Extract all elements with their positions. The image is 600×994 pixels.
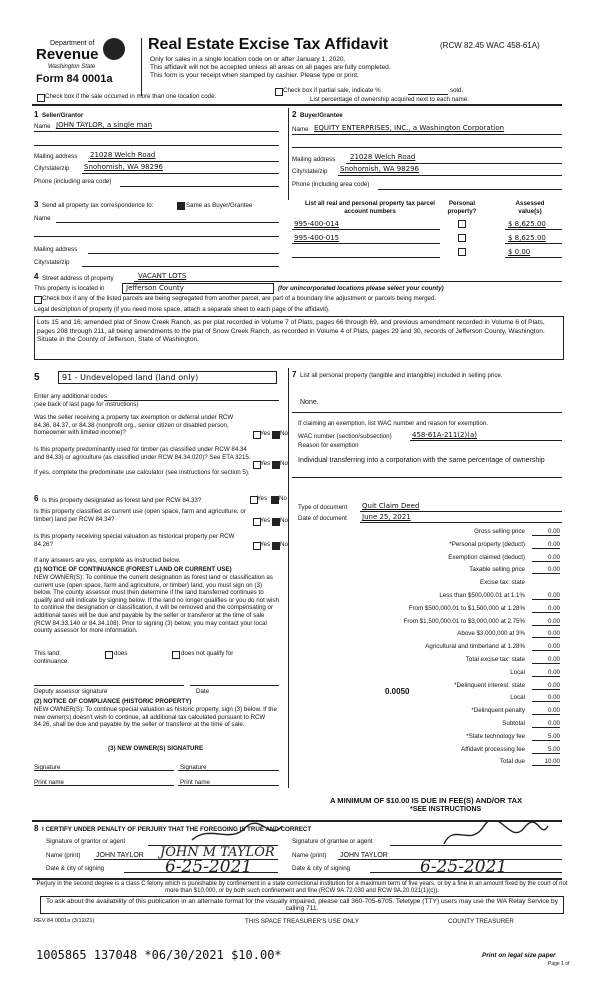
- cashier-stamp: 1005865 137048 *06/30/2021 $10.00*: [36, 948, 282, 962]
- tax-row-value[interactable]: 0.00: [532, 528, 560, 536]
- form-number: Form 84 0001a: [36, 73, 113, 85]
- assessed-1[interactable]: $ 8,625.00: [508, 220, 546, 228]
- tax-row-value[interactable]: 0.00: [532, 618, 560, 626]
- buyer-name[interactable]: EQUITY ENTERPRISES, INC., a Washington Corporation: [314, 124, 505, 132]
- tax-row-label: Exemption claimed (deduct): [448, 553, 525, 561]
- same-as-buyer-checkbox[interactable]: [177, 202, 185, 210]
- tax-row-label: From $1,500,000.01 to $3,000,000 at 2.75%: [403, 617, 525, 625]
- tax-row-value[interactable]: 0.00: [532, 669, 560, 677]
- tax-row-value[interactable]: 0.00: [532, 554, 560, 562]
- tax-row-label: *Personal property (deduct): [449, 540, 525, 548]
- form-title: Real Estate Excise Tax Affidavit: [148, 36, 389, 53]
- sec5-q2-no[interactable]: [272, 461, 280, 469]
- tax-row-label: Less than $500,000.01 at 1.1%: [439, 592, 525, 599]
- land-use-select[interactable]: 91 - Undeveloped land (land only): [58, 371, 277, 384]
- grantee-print-name[interactable]: JOHN TAYLOR: [340, 852, 388, 859]
- parcel-2[interactable]: 995-400-015: [294, 234, 340, 242]
- multi-location-checkbox[interactable]: [37, 94, 45, 102]
- grantor-handwritten-date: 6-25-2021: [165, 857, 253, 877]
- tax-row-label: *Delinquent interest: state: [454, 681, 525, 689]
- tax-row-label: From $500,000.01 to $1,500,000 at 1.28%: [408, 604, 525, 612]
- tax-row-value[interactable]: 0.00: [532, 682, 560, 690]
- tax-row-label: *Delinquent penalty: [471, 707, 525, 715]
- tax-row-value[interactable]: 5.00: [532, 746, 560, 754]
- historic-no[interactable]: [272, 542, 280, 550]
- current-use-no[interactable]: [272, 518, 280, 526]
- affidavit-page: Department of Revenue Washington State Form 84 0001a Real Estate Excise Tax Affidavit (RCW 82.45 WAC 458-61A) Only for sales in a single location code on or after January 1, 2020. This affidavit will not be accepted unless all areas on all pages are fully completed. This form is your receipt when stamped by cashier. Please type or print. Check box if the sale occurred in more than one location code. Check box if partial sale, indicate % sold. List percentage of ownership acquired next to each name. 1 Seller/Grantor Name JOHN TAYLOR, a single man Mailing address 21028 Welch Road City/state/zip Snohomish, WA 98296 Phone (including area code) 2 Buyer/Grantee Name EQUITY ENTERPRISES, INC., a Washington Corporation Mailing address 21028 Welch Road City/state/zip Snohomish, WA 98296 Phone (including area code) 3 Send all property tax correspondence to: Same as Buyer/Grantee Name Mailing address City/state/zip List all real and personal property tax parcel account numbers Personal property? Assessed value(s) 995-400-014 $ 8,625.00 995-400-015 $ 8,625.00 $ 0.00 4 Street address of property VACANT LOTS This property is located in Jefferson County (for unincorporated locations please select your county) Check box if any of the listed parcels are being segregated from another parcel, are part of a boundary line adjustment or parcels being merged. Legal description of property (if you need more space, attach a separate sheet to each page of the affidavit). Lots 15 and 16; amended plat of Snow Creek Ranch, as per plat recorded in Volume 7 of Plats, pages 66 through 69, and previous amendment recorded in Volume 6 of Plats, pages 208 through 211, all being amendments to the plat of Snow Creek Ranch, as recorded in Volume 4 of Plats, pages 29 and 30, records of Jefferson County, Washington. Situate in the County of Jefferson, State of Washington. 5 91 - Undeveloped land (land only) Enter any additional codes (see back of last page for instructions) Was the seller receiving a property tax exemption or deferral under RCW 84.36, 84.37, or 84.38 (nonprofit org., senior citizen or disabled person, homeowner with limited income)? Yes No Is this property predominantly used for timber (as classified under RCW 84.34 and 84.33) or agriculture (as classified under RCW 84.34.020)? See ETA 3215. Yes No If yes, complete the predominate use calculator (see instructions for section 5). 6 Is this property designated as forest land per RCW 84.33? Yes No Is this property classified as current use (open space, farm and agriculture, or timber) land per RCW 84.34? Yes No Is this property receiving special valuation as historical property per RCW 84.26? Yes No If any answers are yes, complete as instructed below. (1) NOTICE OF CONTINUANCE (FOREST LAND OR CURRENT USE) NEW OWNER(S): To continue the current designation as forest land or classification as current use (open space, farm and agriculture, or timber) land, you must sign on (3) below. The county assessor must then determine if the land transferred continues to qualify and will indicate by signing below. If the land no longer qualifies or you do not wish to continue the designation or classification, it will be removed and the compensating or additional taxes will be due and payable by the seller or transferor at the time of sale (RCW 84.33.140 or 84.34.108). Prior to signing (3) below, you may contact your local county assessor for more information. This land: does does not qualify for continuance. Deputy assessor signature Date (2) NOTICE OF COMPLIANCE (HISTORIC PROPERTY) NEW OWNER(S): To continue special valuation as historic property, sign (3) below. If the new owner(s) doesn't wish to continue, all additional tax calculated pursuant to RCW 84.26, shall be due and payable by the seller or transferor at the time of sale. (3) NEW OWNER(S) SIGNATURE Signature Signature Print name Print name 7 List all personal property (tangible and intangible) included in selling price. None. If claiming an exemption, list WAC number and reason for exemption. WAC number (section/subsection) 458-61A-211(2)(a) Reason for exemption Individual transferring into a corporation with the same percentage of ownership Type of document Quit Claim Deed Date of document June 25, 2021 Gross selling price 0.00 *Personal property (deduct) 0.00 Exemption claimed (deduct) 0.00 Taxable selling price 0.00 Excise tax: state Less than $500,000.01 at 1.1% 0.00 From $500,000.01 to $1,500,000 at 1.28% 0.00 From $1,500,000.01 to $3,000,000 at 2.75% 0.00 Above $3,000,000 at 3% 0.00 Agricultural and timberland at 1.28% 0.00 Total excise tax: state 0.00 Local 0.00 *Delinquent interest: state 0.00 Local 0.00 *Delinquent penalty 0.00 Subtotal 0.00 *State technology fee 5.00 Affidavit processing fee 5.00 Total due 10.00 0.0050 A MINIMUM OF $10.00 IS DUE IN FEE(S) AND/OR TAX *SEE INSTRUCTIONS 8 I CERTIFY UNDER PENALTY OF PERJURY THAT THE FOREGOING IS TRUE AND CORRECT Signature of grantor or agent Name (print) JOHN TAYLOR Date & city of signing JOHN M TAYLOR 6-25-2021 Signature of grantee or agent Name (print) JOHN TAYLOR Date & city of signing 6-25-2021 Perjury in the second degree is a class C felony which is punishable by confinement in a state correctional institution for a maximum term of five years, or by a fine in an amount fixed by the court of not more than $10,000, or by both such confinement and fine (RCW 9A.72.030 and RCW 9A.20.021(1)(c)). To ask about the availability of this publication in an alternate format for the visually impaired, please call 360-705-6705. Teletype (TTY) users may use the WA Relay Service by calling 711. REV 84 0001a (3/12/21) THIS SPACE TREASURER'S USE ONLY COUNTY TREASURER 1005865 137048 *06/30/2021 $10.00* Print on legal size paper Page 1 of: [0, 0, 600, 994]
- dept-label: Department of: [50, 40, 95, 47]
- document-type[interactable]: Quit Claim Deed: [362, 502, 420, 510]
- revenue-logo-text: Revenue: [36, 46, 99, 63]
- assessed-2[interactable]: $ 8,625.00: [508, 234, 546, 242]
- personal-property-checkbox-1[interactable]: [458, 220, 466, 228]
- grantor-handwritten-name: JOHN M TAYLOR: [160, 845, 275, 860]
- certify-heading: I CERTIFY UNDER PENALTY OF PERJURY THAT THE FOREGOING IS TRUE AND CORRECT: [42, 826, 312, 833]
- legal-description-box[interactable]: Lots 15 and 16; amended plat of Snow Creek Ranch, as per plat recorded in Volume 7 of Plats, pages 66 through 69, and previous amendment recorded in Volume 6 of Plats, pages 208 through 211, all being amendments to the plat of Snow Creek Ranch, as recorded in Volume 4 of Plats, pages 29 and 30, records of Jefferson County, Washington. Situate in the County of Jefferson, State of Washington.: [34, 316, 564, 360]
- revenue-logo-icon: [103, 38, 125, 60]
- tax-row-value[interactable]: 0.00: [532, 643, 560, 651]
- tax-row-label: Gross selling price: [474, 528, 525, 535]
- land-does-not-checkbox[interactable]: [172, 651, 180, 659]
- seller-name[interactable]: JOHN TAYLOR, a single man: [56, 121, 153, 129]
- tax-row-value[interactable]: 0.00: [532, 707, 560, 715]
- exemption-reason[interactable]: Individual transferring into a corporation with the same percentage of ownership: [298, 457, 545, 464]
- tax-row-value[interactable]: 0.00: [532, 605, 560, 613]
- grantee-handwritten-date: 6-25-2021: [420, 857, 508, 877]
- tax-row-label: Affidavit processing fee: [461, 745, 525, 753]
- perjury-notice: Perjury in the second degree is a class C felony which is punishable by confinement in a state correctional institution for a maximum term of five years, or by a fine in an amount fixed by the court of not more than $10,000, or by both such confinement and fine (RCW 9A.72.030 and RCW 9A.20.021(1)(c)).: [36, 881, 568, 894]
- tax-row-value[interactable]: 0.00: [532, 630, 560, 638]
- grantor-signature-scribble: [190, 822, 285, 846]
- land-does-checkbox[interactable]: [105, 651, 113, 659]
- tax-row-value[interactable]: 0.00: [532, 694, 560, 702]
- buyer-heading: Buyer/Grantee: [300, 112, 343, 119]
- state-label: Washington State: [48, 64, 96, 70]
- tax-row-label: Local: [510, 694, 525, 702]
- parcel-1[interactable]: 995-400-014: [294, 220, 340, 228]
- tax-row-value[interactable]: 0.00: [532, 720, 560, 728]
- assessed-3[interactable]: $ 0.00: [508, 248, 531, 256]
- buyer-mailing[interactable]: 21028 Welch Road: [350, 153, 416, 161]
- document-date[interactable]: June 25, 2021: [362, 513, 411, 521]
- seller-heading: Seller/Grantor: [42, 112, 84, 119]
- tax-row-label: *State technology fee: [466, 732, 525, 740]
- wac-number[interactable]: 458-61A-211(2)(a): [412, 431, 477, 439]
- segregated-checkbox[interactable]: [34, 296, 42, 304]
- sec5-q1-no[interactable]: [272, 431, 280, 439]
- street-address[interactable]: VACANT LOTS: [138, 272, 187, 280]
- grantor-print-name[interactable]: JOHN TAYLOR: [96, 852, 144, 859]
- tax-row-value[interactable]: 5.00: [532, 733, 560, 741]
- partial-sale-checkbox[interactable]: [275, 88, 283, 96]
- county-select[interactable]: Jefferson County: [122, 283, 274, 294]
- tax-row-label: Total due: [499, 758, 525, 766]
- tax-row-value[interactable]: 0.00: [532, 566, 560, 574]
- personal-property-checkbox-2[interactable]: [458, 234, 466, 242]
- tax-row-label: Above $3,000,000 at 3%: [457, 630, 525, 638]
- tax-row-label: Subtotal: [502, 720, 525, 727]
- alt-format-box: To ask about the availability of this publication in an alternate format for the visually impaired, please call 360-705-6705. Teletype (TTY) users may use the WA Relay Service by calling 711.: [40, 896, 564, 914]
- buyer-city[interactable]: Snohomish, WA 98296: [340, 165, 419, 173]
- tax-row-label: Local: [510, 668, 525, 676]
- tax-row-label: Excise tax: state: [479, 579, 525, 587]
- tax-row-label: Agricultural and timberland at 1.28%: [425, 643, 525, 651]
- forest-no[interactable]: [271, 496, 279, 504]
- tax-row-label: Total excise tax: state: [465, 656, 525, 663]
- grantee-signature-scribble: [440, 820, 550, 850]
- tax-row-value[interactable]: 0.00: [532, 541, 560, 549]
- seller-city[interactable]: Snohomish, WA 98296: [84, 163, 163, 171]
- personal-property-value[interactable]: None.: [300, 399, 319, 406]
- tax-row-value[interactable]: 0.00: [532, 592, 560, 600]
- rcw-ref: (RCW 82.45 WAC 458-61A): [440, 41, 540, 50]
- local-rate: 0.0050: [385, 687, 410, 696]
- tax-row-label: Taxable selling price: [469, 566, 525, 574]
- seller-mailing[interactable]: 21028 Welch Road: [90, 151, 156, 159]
- tax-row-value[interactable]: 0.00: [532, 656, 560, 664]
- personal-property-checkbox-3[interactable]: [458, 248, 466, 256]
- tax-row-value[interactable]: 10.00: [532, 758, 560, 766]
